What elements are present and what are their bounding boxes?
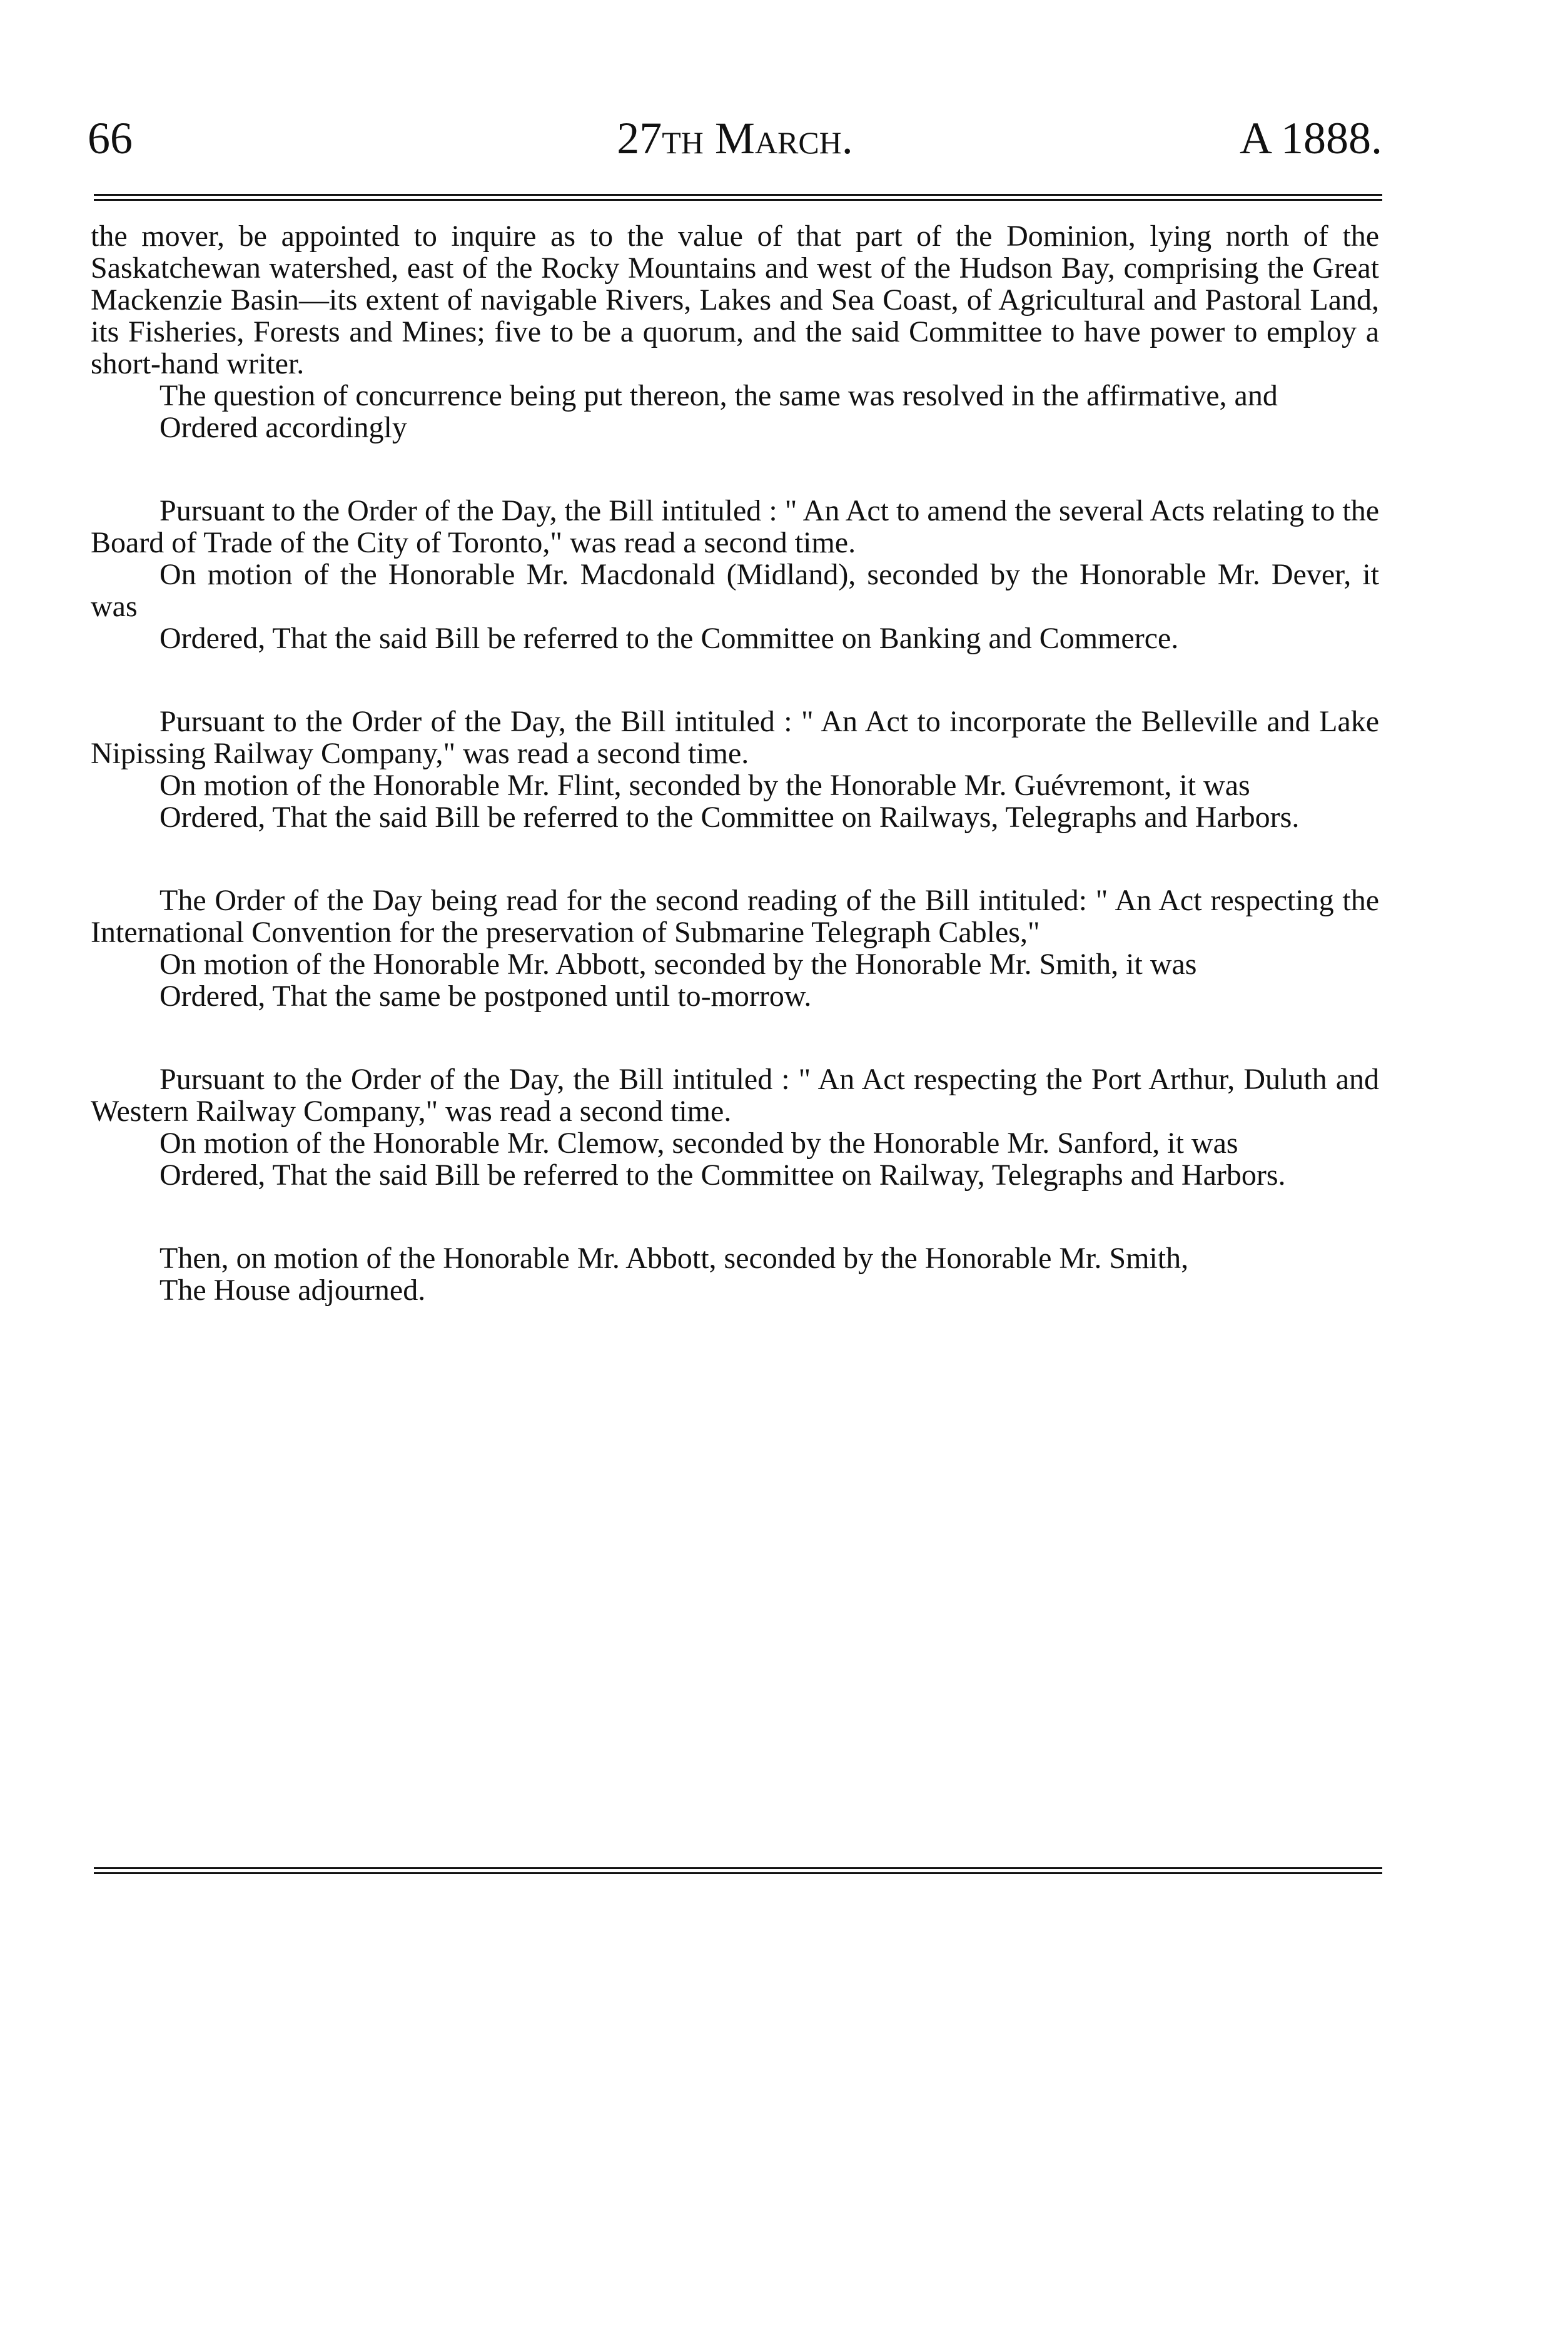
paragraph: On motion of the Honorable Mr. Flint, seconded by the Honorable Mr. Guévremont, it was: [159, 769, 1250, 802]
paragraph: On motion of the Honorable Mr. Abbott, seconded by the Honorable Mr. Smith, it was: [159, 948, 1197, 981]
section-port-arthur-railway-bill: [91, 1063, 1379, 1191]
paragraph: Ordered, That the said Bill be referred to the Committee on Banking and Commerce.: [159, 622, 1179, 655]
page-number: 66: [88, 113, 133, 163]
paragraph: On motion of the Honorable Mr. Clemow, seconded by the Honorable Mr. Sanford, it was: [159, 1127, 1238, 1160]
journal-body: [91, 220, 1379, 1306]
paragraph: The Order of the Day being read for the second reading of the Bill intituled: " An Act respecting the International Convention for the preservation of Submarine Telegraph Cables,": [91, 884, 1379, 949]
paragraph: Pursuant to the Order of the Day, the Bill intituled : " An Act to incorporate the Belleville and Lake Nipissing Railway Company," was read a second time.: [91, 705, 1379, 770]
section-belleville-railway-bill: [91, 706, 1379, 833]
date-heading: 27th March.: [617, 113, 853, 163]
paragraph: Then, on motion of the Honorable Mr. Abbott, seconded by the Honorable Mr. Smith,: [159, 1242, 1189, 1275]
paragraph: The House adjourned.: [159, 1274, 426, 1307]
paragraph: Pursuant to the Order of the Day, the Bill intituled : " An Act respecting the Port Arthur, Duluth and Western Railway Company," was read a second time.: [91, 1063, 1379, 1128]
paragraph: On motion of the Honorable Mr. Macdonald (Midland), seconded by the Honorable Mr. Dever, it was: [91, 558, 1379, 623]
paragraph: Ordered, That the same be postponed until to-morrow.: [159, 980, 812, 1013]
paragraph: Ordered, That the said Bill be referred to the Committee on Railway, Telegraphs and Harbors.: [159, 1158, 1286, 1192]
section-gap: [91, 1191, 1379, 1242]
footer-rule: [94, 1867, 1382, 1874]
section-committee-appointment: [91, 220, 1379, 444]
paragraph: Pursuant to the Order of the Day, the Bill intituled : " An Act to amend the several Acts relating to the Board of Trade of the City of Toronto," was read a second time.: [91, 494, 1379, 559]
section-adjournment: [91, 1242, 1379, 1306]
paragraph: the mover, be appointed to inquire as to the value of that part of the Dominion, lying north of the Saskatchewan watershed, east of the Rocky Mountains and west of the Hudson Bay, comprising the Great Mackenzie Basin—its extent of navigable Rivers, Lakes and Sea Coast, of Agricultural and Pastoral Land, its Fisheries, Forests and Mines; five to be a quorum, and the said Committee to have power to employ a short-hand writer.: [91, 220, 1379, 380]
section-gap: [91, 654, 1379, 706]
paragraph: The question of concurrence being put thereon, the same was resolved in the affirmative, and: [159, 379, 1278, 412]
paragraph: Ordered accordingly: [159, 411, 407, 444]
section-gap: [91, 1012, 1379, 1063]
session-year: A 1888.: [1239, 113, 1382, 163]
page-header: [88, 113, 1382, 181]
section-gap: [91, 833, 1379, 885]
header-rule: [94, 194, 1382, 201]
section-telegraph-cables-bill: [91, 885, 1379, 1012]
section-gap: [91, 444, 1379, 495]
paragraph: Ordered, That the said Bill be referred to the Committee on Railways, Telegraphs and Harbors.: [159, 801, 1300, 834]
section-board-of-trade-bill: [91, 495, 1379, 654]
